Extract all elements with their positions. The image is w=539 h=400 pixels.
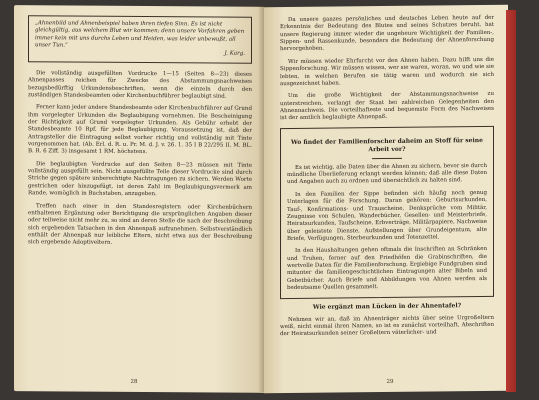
left-paragraph-1: Die vollständig ausgefüllten Vordrucke 1—15 (Seiten 8—23) dieses Ahnenpasses reichen für Zwecke des Abstammungsnachweises bezugsbedürftig Urkundensbeschriften, wenn die einzeln durch den zuständigen Standesbeamten oder Kirchenbuchführer beglaubigt sind. xyxy=(28,70,252,100)
left-paragraph-2: Ferner kann jeder andere Standesbeamte oder Kirchenbuchführer auf Grund ihm vorgelegter Urkunden die Beglaubigung vornehmen. Die Bescheinigung der Richtigkeit auf Grund vorgelegter Urkunden. Als Gebühr erhebt der Standesbeamte 10 Rpf. für jede Beglaubigung. Voraussetzung ist, daß der Antragsteller die Eintragung selbst vorher richtig und vollständig mit Tinte vorgenommen hat. (Ab. Erl. d. R. u. Pr. M. d. J. v. 26. 1. 35 I B 22/295 II. M. BL. B. R. 6 Ziff. 3) insgesamt 1 RM. höchstens. xyxy=(28,104,252,156)
right-intro-paragraph-2: Wir müssen wieder Ehrfurcht vor den Ahnen haben. Dazu hilft uns die Sippenforschung. Wir müssen wissen, wer sie waren, woran, wo und wie sie lebten, in welchen Berufen sie tätig waren und wodurch sie sich ausgezeichnet haben. xyxy=(280,56,494,87)
gaps-heading: Wie ergänzt man Lücken in der Ahnentafel? xyxy=(312,302,462,312)
sources-paragraph-3: In den Haushaltungen gehen oftmals die Inschriften an Schränken und Truhen, ferner auf den Friedhöfen die Grabinschriften, die wertvolle Daten für die Familienforschung. Ergiebige Fundgruben sind mitunter die familiengeschichtlichen Eintragungen alter Bibeln und Gebetbücher. Auch Briefe und Abbildungen von Ahnen werden als bedeutsame Quellen gesammelt. xyxy=(287,246,487,292)
closing-paragraph: Nehmen wir an, daß im Ahnenträger nichts über seine Urgroßeltern weiß, nicht einmal ihren Namen, so ist es zunächst vorteilhaft, Abschriften der Heiratsurkunden seiner Großeltern väterlicher- und xyxy=(280,314,494,338)
quote-box xyxy=(28,15,252,63)
right-page-content xyxy=(280,15,494,344)
right-intro-paragraph-1: Da unsere ganzes persönliches und deutsches Leben heute auf der Erkenntnis der Bedeutung des Blutes und seines Schutzes beruht, hat unsere Regierung immer wieder die ungeheure Wichtigkeit der Familien-, Sippen- und Rassenkunde, besonders die Bedeutung der Ahnenforschung hervorgehoben. xyxy=(280,14,494,53)
heading-divider xyxy=(372,158,402,159)
sources-paragraph-1: Es ist wichtig, alle Daten über die Ahnen zu sichern, bevor sie durch mündliche Überlieferung erlangt werden können; daß alle diese Daten und Angaben auch zu ordnen und übersichtlich zu halten sind. xyxy=(287,162,487,186)
booklet xyxy=(14,6,516,394)
sources-box-heading: Wo findet der Familienforscher daheim an Stoff für seine Arbeit vor? xyxy=(291,136,483,153)
page-number-right: 29 xyxy=(386,378,394,385)
right-page xyxy=(264,5,508,394)
right-intro-paragraph-3: Um die große Wichtigkeit der Abstammungsnachweise zu unterstreichen, verlangt der Staat bei zahlreichen Gelegenheiten den Ahnennachweis. Die vorteilhafteste und bequemste Form des Nachweises ist der amtlich beglaubigte Ahnenpaß. xyxy=(280,91,494,122)
sources-box xyxy=(280,126,494,300)
left-page xyxy=(14,5,264,393)
left-paragraph-4: Treffen nach einer in den Standesregistern oder Kirchenbüchern enthaltenen Ergänzung oder Berichtigung die ursprünglichen Angaben dieser oder teilweise nicht mehr zu, so sind an deren Stelle die nach der Beschreibung sich ergebenden Tatsachen in den Ahnenpaß aufzunehmen. Selbstverständlich enthält der Ahnenpaß nur leibliche Eltern, nicht etwa aus der Beschreibung sich ergebende Adoptiveltern. xyxy=(28,202,252,247)
quote-text: „Ahnenbild und Ahnenbeispiel haben ihren tiefen Sinn. Es ist nicht gleichgültig, aus welchem Blut wir kommen; denn unsere Vorfahren geben immer kein mit uns durchs Leben und Heiden, was leider unbewußt, all unser Tun.“ xyxy=(35,20,245,49)
left-page-content xyxy=(28,15,252,253)
left-paragraph-3: Die beglaubigten Vordrucke auf den Seiten 8—23 müssen mit Tinte vollständig ausgefüllt sein. Nicht ausgefüllte Teile dieser Vordrucke sind durch Striche gegen spätere unberechtigte Nachtragungen zu sichern. Werden Worte gestrichen oder hinzugefügt, ist deren Zahl im Beglaubigungsvermerk am Rande, womöglich in Buchstaben, anzugeben. xyxy=(28,161,252,198)
sources-paragraph-2: In den Familien der Sippe befinden sich häufig noch genug Unterlagen für die Forschung. Daran gehören: Geburtsurkunden, Tauf-, Konfirmations- und Trauscheine, Denksprüche vom Militär, Zeugnisse von Schulen, Wanderbücher, Gesellen- und Meisterbriefe, Heiratsurkunden, Taufscheine, Erbverträge, Militärpapiere, Nachweise über geleistete Dienste, Aufstellungen über Grundeigentum, alte Briefe, Verfügungen, Sterbeurkunden und Totenzettel. xyxy=(287,189,487,243)
page-number-left: 28 xyxy=(130,378,138,385)
quote-author: J. Karg. xyxy=(224,51,245,58)
red-cover-edge xyxy=(506,10,516,392)
